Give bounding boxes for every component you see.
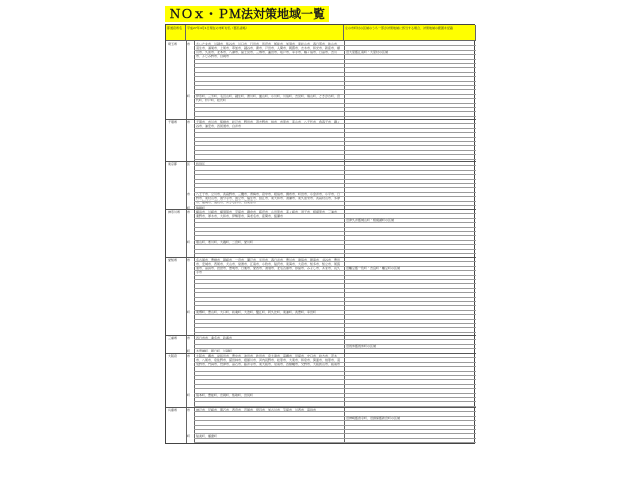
- table-rule: [194, 401, 476, 402]
- table-rule: [194, 275, 476, 276]
- category-label: 町: [187, 205, 191, 210]
- area-list: 東郷町、豊山町、大口町、扶桑町、大治町、蟹江町、阿久比町、東浦町、武豊町、幸田町: [196, 310, 317, 315]
- table-rule: [194, 362, 476, 363]
- table-rule: [194, 339, 476, 340]
- category-label: 町: [187, 433, 191, 438]
- table-rule: [194, 227, 476, 228]
- table-rule: [194, 128, 476, 129]
- area-list: 八王子市、立川市、武蔵野市、三鷹市、青梅市、府中市、昭島市、調布市、町田市、小金井市、小平市、日野市、東村山市、国分寺市、国立市、福生市、狛江市、東大和市、清瀬市、東久留米市、武蔵村山市、多摩市、稲城市、羽村市、あきる野市、西東京市: [196, 192, 341, 205]
- category-label: 市: [187, 41, 191, 46]
- table-rule: [194, 89, 476, 90]
- table-rule: [194, 67, 476, 68]
- area-list: 特別区: [196, 161, 206, 166]
- prefecture-name: 東京都: [168, 162, 178, 166]
- table-rule: [194, 323, 476, 324]
- table-rule: [194, 279, 476, 280]
- area-list: 葉山町、寒川町、大磯町、二宮町、愛川町: [196, 240, 254, 245]
- table-rule: [194, 103, 476, 104]
- table-rule: [194, 123, 476, 124]
- area-note: 旧員弁郡員弁町の区域: [346, 344, 377, 349]
- table-rule: [194, 283, 476, 284]
- prefecture-name: 愛知県: [168, 258, 178, 262]
- table-rule: [194, 397, 476, 398]
- table-rule: [194, 375, 476, 376]
- table-rule: [194, 81, 476, 82]
- area-list: 木曽岬町、朝日町、川越町: [196, 348, 233, 353]
- table-rule: [194, 270, 476, 271]
- table-rule: [194, 249, 476, 250]
- table-rule: [194, 183, 476, 184]
- prefecture-name: 兵庫県: [168, 408, 178, 412]
- table-rule: [194, 116, 476, 117]
- category-label: 市: [187, 119, 191, 124]
- table-rule: [194, 231, 476, 232]
- table-rule: [194, 384, 476, 385]
- table-rule: [194, 301, 476, 302]
- table-rule: [194, 244, 476, 245]
- area-list: 稲美町、播磨町: [196, 433, 218, 438]
- category-label: 区: [187, 161, 191, 166]
- column-divider: [194, 41, 195, 443]
- table-rule: [194, 137, 476, 138]
- table-rule: [194, 174, 476, 175]
- category-label: 町: [187, 240, 191, 245]
- area-note: 旧神崎郡香寺町、旧揖保郡新宮町の区域: [346, 416, 401, 421]
- table-rule: [194, 76, 476, 77]
- area-list: 神戸市、尼崎市、明石市、西宮市、芦屋市、伊丹市、加古川市、宝塚市、川西市、高砂市: [196, 407, 317, 412]
- table-rule: [194, 98, 476, 99]
- prefecture-name: 神奈川県: [168, 210, 181, 214]
- table-rule: [194, 159, 476, 160]
- table-rule: [194, 201, 476, 202]
- table-rule: [194, 107, 476, 108]
- table-rule: [194, 111, 476, 112]
- header-notes: 左の市町村の区域のうち一部が対策地域に該当する場合、対策地域の範囲を記載: [344, 25, 476, 41]
- table-rule: [194, 332, 476, 333]
- area-list: 四日市市、桑名市、鈴鹿市: [196, 335, 233, 340]
- area-list: 大阪市、堺市、岸和田市、豊中市、池田市、吹田市、泉大津市、高槻市、貝塚市、守口市、枚方市、茨木市、八尾市、泉佐野市、富田林市、寝屋川市、河内長野市、松原市、大東市、和泉市、箕面市、柏原市、羽曳野市、門真市、摂津市、高石市、藤井寺市、東大阪市、泉南市、四條畷市、交野市、大阪狭山市、阪南市: [196, 353, 341, 366]
- table-rule: [194, 305, 476, 306]
- document-title: ＮＯｘ・ＰＭ法対策地域一覧: [165, 6, 329, 22]
- area-list: 名古屋市、豊橋市、岡崎市、一宮市、瀬戸市、半田市、春日井市、豊川市、津島市、碧南市、刈谷市、豊田市、安城市、西尾市、犬山市、常滑市、江南市、小牧市、稲沢市、東海市、大府市、知多市、知立市、尾張旭市、高浜市、岩倉市、豊明市、日進市、愛西市、清須市、北名古屋市、弥富市、みよし市、あま市、長久手市: [196, 257, 341, 274]
- area-note: 旧大里郡江南町・大里村の区域: [346, 50, 389, 55]
- table-rule: [194, 165, 476, 166]
- table-rule: [194, 187, 476, 188]
- header-area: 平成27年4月1日現在の市町村名（郡名省略）: [186, 25, 344, 41]
- table-rule: [194, 235, 476, 236]
- area-list: 横浜市、川崎市、横須賀市、平塚市、鎌倉市、藤沢市、小田原市、茅ヶ崎市、逗子市、相模原市、三浦市、秦野市、厚木市、大和市、伊勢原市、海老名市、座間市、綾瀬市: [196, 209, 341, 218]
- table-rule: [194, 45, 476, 46]
- area-table: [165, 24, 475, 444]
- prefecture-name: 三重県: [168, 336, 178, 340]
- table-rule: [194, 63, 476, 64]
- table-rule: [194, 253, 476, 254]
- header-pref: 都道府県名: [166, 25, 186, 41]
- table-rule: [194, 292, 476, 293]
- area-list: 瑞穂町: [196, 205, 206, 210]
- table-rule: [194, 141, 476, 142]
- category-label: 町: [187, 94, 191, 99]
- table-rule: [194, 85, 476, 86]
- category-label: 町: [187, 393, 191, 398]
- prefecture-name: 千葉県: [168, 120, 178, 124]
- area-note: 旧幡豆郡一色町・吉良町・幡豆町の区域: [346, 266, 401, 271]
- area-list: 千葉市、市川市、船橋市、松戸市、野田市、習志野市、柏市、市原市、流山市、八千代市、我孫子市、鎌ヶ谷市、浦安市、四街道市、白井市: [196, 119, 341, 128]
- table-rule: [194, 420, 476, 421]
- area-list: 島本町、豊能町、忠岡町、熊取町、田尻町: [196, 393, 254, 398]
- table-rule: [194, 132, 476, 133]
- table-rule: [194, 371, 476, 372]
- table-rule: [194, 59, 476, 60]
- category-label: 市: [187, 192, 191, 197]
- table-rule: [194, 425, 476, 426]
- table-rule: [194, 222, 476, 223]
- table-rule: [194, 72, 476, 73]
- table-rule: [194, 154, 476, 155]
- table-rule: [194, 288, 476, 289]
- table-rule: [194, 196, 476, 197]
- table-rule: [194, 327, 476, 328]
- table-rule: [194, 213, 476, 214]
- table-rule: [194, 442, 476, 443]
- table-rule: [194, 150, 476, 151]
- table-rule: [194, 411, 476, 412]
- table-rule: [194, 179, 476, 180]
- area-list: 伊奈町、三芳町、毛呂山町、越生町、滑川町、嵐山町、小川町、川島町、吉見町、鳩山町、ときがわ町、宮代町、杉戸町、松伏町: [196, 94, 341, 103]
- prefecture-name: 大阪府: [168, 354, 178, 358]
- table-rule: [194, 297, 476, 298]
- table-rule: [194, 261, 476, 262]
- column-divider: [344, 41, 345, 443]
- category-label: 市: [187, 209, 191, 214]
- area-list: さいたま市、川越市、熊谷市、川口市、行田市、所沢市、飯能市、加須市、東松山市、春日部市、狭山市、羽生市、鴻巣市、上尾市、草加市、越谷市、蕨市、戸田市、入間市、朝霞市、志木市、和光市、新座市、桶川市、久喜市、北本市、八潮市、富士見市、三郷市、蓮田市、坂戸市、幸手市、鶴ヶ島市、日高市、吉川市、ふじみ野市、白岡市: [196, 41, 341, 58]
- table-rule: [194, 366, 476, 367]
- category-label: 市: [187, 353, 191, 358]
- table-rule: [194, 429, 476, 430]
- table-rule: [194, 54, 476, 55]
- category-label: 町: [187, 310, 191, 315]
- category-label: 市: [187, 335, 191, 340]
- category-label: 町: [187, 348, 191, 353]
- prefecture-name: 埼玉県: [168, 42, 178, 46]
- table-rule: [194, 357, 476, 358]
- table-rule: [194, 314, 476, 315]
- table-rule: [194, 388, 476, 389]
- area-note: 旧津久井郡城山町・相模湖町の区域: [346, 218, 395, 223]
- table-rule: [194, 145, 476, 146]
- table-rule: [194, 379, 476, 380]
- table-rule: [194, 438, 476, 439]
- table-rule: [194, 319, 476, 320]
- category-label: 市: [187, 257, 191, 262]
- category-label: 市: [187, 407, 191, 412]
- table-rule: [194, 170, 476, 171]
